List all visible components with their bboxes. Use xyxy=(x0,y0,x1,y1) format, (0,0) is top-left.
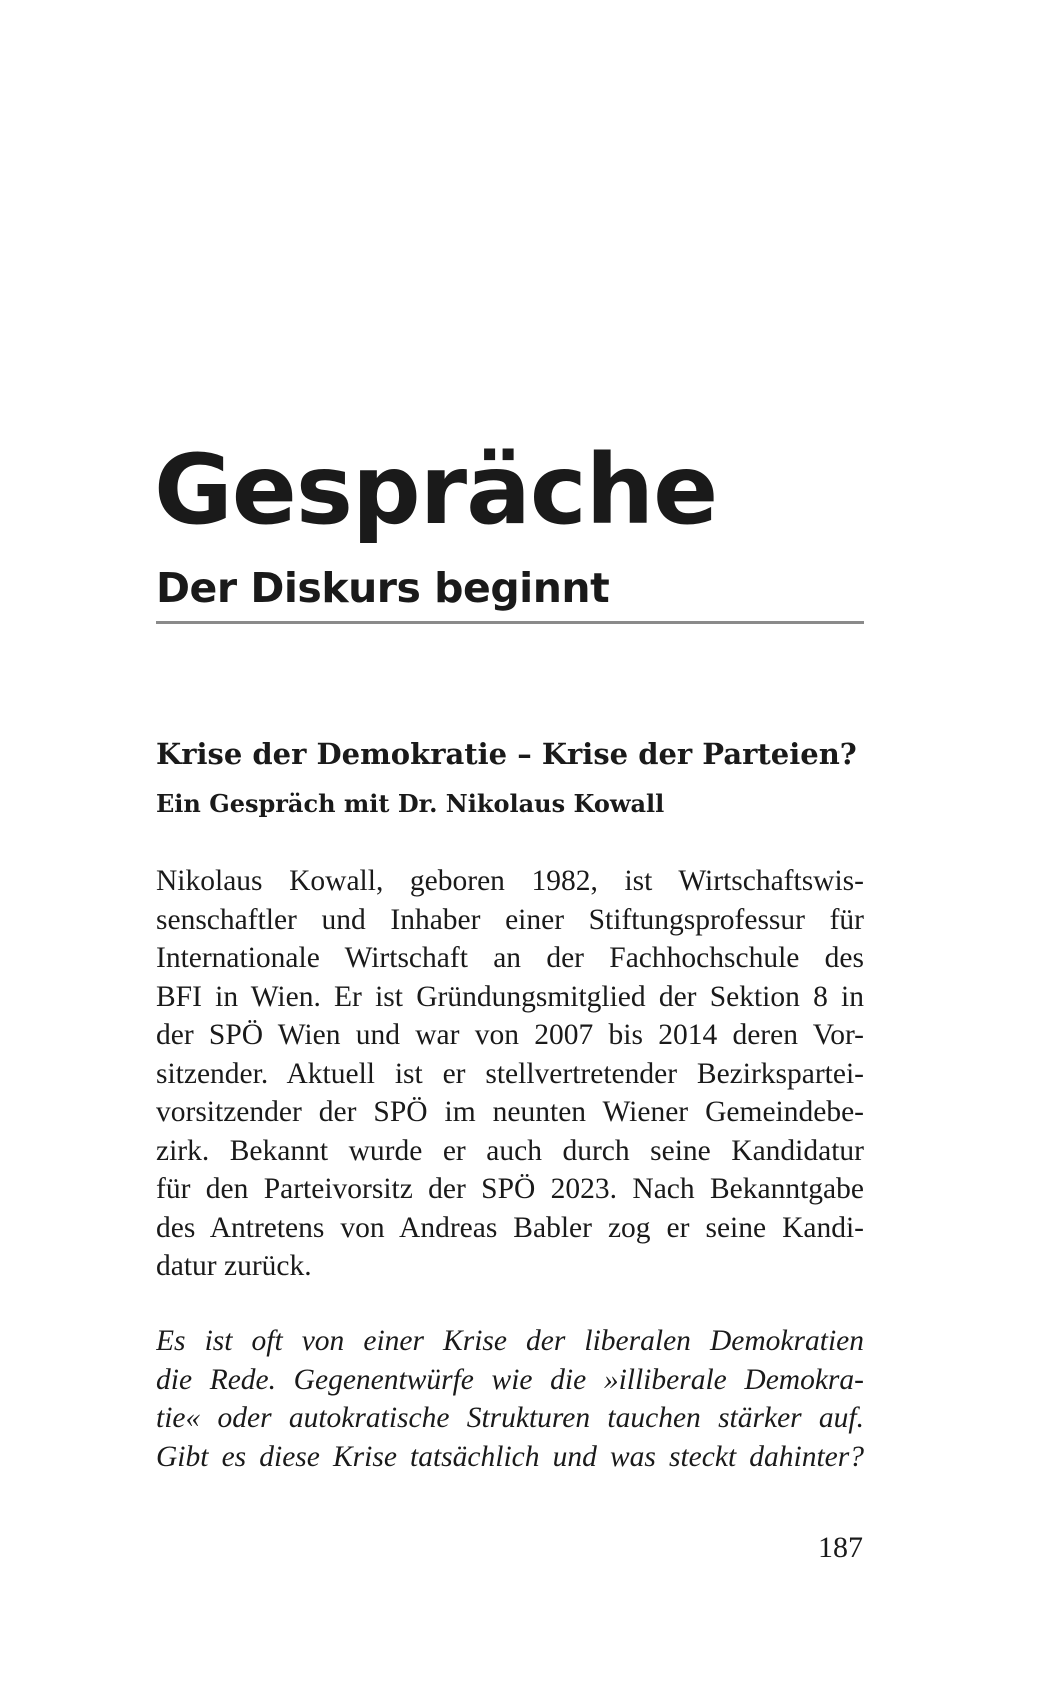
interview-question xyxy=(156,1322,864,1476)
bio-line: vorsitzender der SPÖ im neunten Wiener Gemeindebe- xyxy=(156,1096,864,1128)
page-number: 187 xyxy=(818,1531,863,1564)
title-divider xyxy=(156,621,864,624)
author-bio-paragraph xyxy=(156,862,864,1286)
bio-line: Nikolaus Kowall, geboren 1982, ist Wirtschaftswis- xyxy=(156,865,864,897)
article-title: Krise der Demokratie – Krise der Parteien? xyxy=(156,737,857,771)
question-line: Es ist oft von einer Krise der liberalen Demokratien xyxy=(156,1325,864,1357)
question-line: tie« oder autokratische Strukturen tauchen stärker auf. xyxy=(156,1402,864,1434)
bio-line: der SPÖ Wien und war von 2007 bis 2014 deren Vor- xyxy=(156,1019,864,1051)
bio-line: datur zurück. xyxy=(156,1250,312,1282)
bio-line: des Antretens von Andreas Babler zog er seine Kandi- xyxy=(156,1211,864,1244)
chapter-subtitle: Der Diskurs beginnt xyxy=(156,564,610,612)
chapter-title: Gespräche xyxy=(154,434,718,546)
bio-line: Internationale Wirtschaft an der Fachhochschule des xyxy=(156,942,864,974)
article-subtitle: Ein Gespräch mit Dr. Nikolaus Kowall xyxy=(156,789,665,818)
question-line: Gibt es diese Krise tatsächlich und was steckt dahinter? xyxy=(156,1440,864,1473)
bio-line: sitzender. Aktuell ist er stellvertretender Bezirkspartei- xyxy=(156,1057,864,1090)
bio-line: für den Parteivorsitz der SPÖ 2023. Nach Bekanntgabe xyxy=(156,1173,864,1205)
question-line: die Rede. Gegenentwürfe wie die »illiberale Demokra- xyxy=(156,1363,864,1396)
bio-line: senschaftler und Inhaber einer Stiftungsprofessur für xyxy=(156,903,864,936)
bio-line: BFI in Wien. Er ist Gründungsmitglied der Sektion 8 in xyxy=(156,980,864,1013)
bio-line: zirk. Bekannt wurde er auch durch seine Kandidatur xyxy=(156,1134,864,1167)
